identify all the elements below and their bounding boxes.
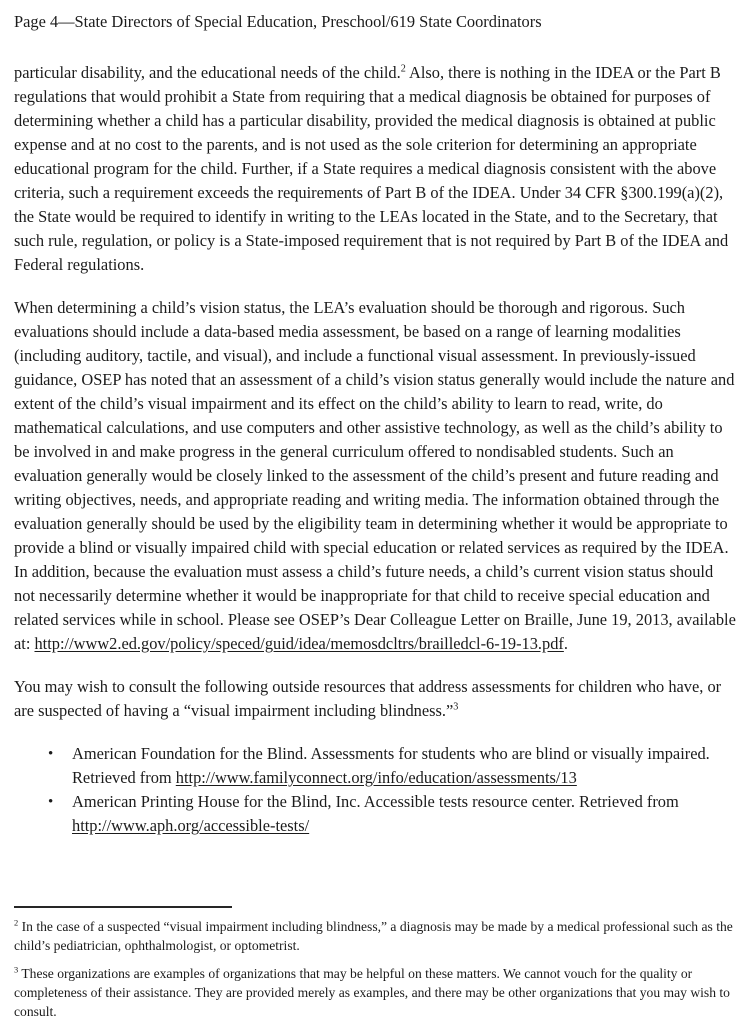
hyperlink[interactable]: http://www.familyconnect.org/info/education/assessments/13 bbox=[175, 768, 577, 787]
paragraph-medical-diagnosis bbox=[14, 61, 736, 277]
footnote-2 bbox=[14, 917, 736, 955]
list-item-text bbox=[72, 742, 736, 790]
text-run: When determining a child’s vision status, the LEA’s evaluation should be thorough and rigorous. Such evaluations should include a data-based media assessment, be based on a range of learning modalities (including auditory, tactile, and visual), and include a functional visual assessment. In previously-issued guidance, OSEP has noted that an assessment of a child’s vision status generally would include the nature and extent of the child’s visual impairment and its effect on the child’s ability to learn to read, write, do mathematical calculations, and use computers and other assistive technology, as well as the child’s ability to be involved in and make progress in the general curriculum offered to nondisabled students. Such an evaluation generally would be closely linked to the assessment of the child’s present and future reading and writing objectives, needs, and appropriate reading and writing media. The information obtained through the evaluation generally should be used by the eligibility team in determining whether it would be appropriate to provide a blind or visually impaired child with special education or related services as required by the IDEA. In addition, because the evaluation must assess a child’s future needs, a child’s current vision status should not necessarily determine whether it would be inappropriate for that child to receive special education and related services while in school. Please see OSEP’s Dear Colleague Letter on Braille, June 19, 2013, available at: bbox=[14, 298, 736, 653]
footnote-marker: 2 bbox=[400, 63, 406, 75]
document-body bbox=[14, 61, 736, 838]
text-run: You may wish to consult the following outside resources that address assessments for children who have, or are suspected of having a “visual impairment including blindness.” bbox=[14, 677, 722, 720]
page-header: Page 4—State Directors of Special Education, Preschool/619 State Coordinators bbox=[14, 12, 542, 31]
footnote-separator bbox=[14, 906, 232, 908]
text-run: American Foundation for the Blind. Assessments for students who are blind or visually impaired. Retrieved from bbox=[72, 744, 710, 787]
list-item-afb bbox=[48, 742, 736, 790]
hyperlink[interactable]: http://www2.ed.gov/policy/speced/guid/idea/memosdcltrs/brailledcl-6-19-13.pdf bbox=[34, 634, 564, 653]
paragraph-outside-resources-intro bbox=[14, 675, 736, 723]
list-item-text bbox=[72, 790, 736, 838]
footnote-3 bbox=[14, 964, 736, 1021]
list-item-aph bbox=[48, 790, 736, 838]
bullet-icon: • bbox=[48, 794, 54, 810]
text-run: Also, there is nothing in the IDEA or the Part B regulations that would prohibit a State from requiring that a medical diagnosis be obtained for purposes of determining whether a child has a particular disability, provided the medical diagnosis is obtained at public expense and at no cost to the parents, and is not used as the sole criterion for determining an appropriate educational program for the child. Further, if a State requires a medical diagnosis consistent with the above criteria, such a requirement exceeds the requirements of Part B of the IDEA. Under 34 CFR §300.199(a)(2), the State would be required to identify in writing to the LEAs located in the State, and to the Secretary, that such rule, regulation, or policy is a State-imposed requirement that is not required by Part B of the IDEA and Federal regulations. bbox=[14, 63, 729, 274]
footnote-marker: 2 bbox=[14, 917, 19, 928]
paragraph-vision-status-evaluation bbox=[14, 296, 736, 656]
resource-list bbox=[14, 742, 736, 838]
text-run: American Printing House for the Blind, Inc. Accessible tests resource center. Retrieved from bbox=[72, 792, 679, 811]
hyperlink[interactable]: http://www.aph.org/accessible-tests/ bbox=[72, 816, 310, 835]
text-run: In the case of a suspected “visual impairment including blindness,” a diagnosis may be made by a medical professional such as the child’s pediatrician, ophthalmologist, or optometrist. bbox=[14, 919, 733, 953]
text-run: These organizations are examples of organizations that may be helpful on these matters. We cannot vouch for the quality or completeness of their assistance. They are provided merely as examples, and there may be other organizations that you may wish to consult. bbox=[14, 966, 730, 1019]
text-run: particular disability, and the educational needs of the child. bbox=[14, 63, 401, 82]
bullet-icon: • bbox=[48, 746, 54, 762]
footnote-marker: 3 bbox=[14, 964, 19, 975]
footnotes-section bbox=[14, 906, 736, 1024]
text-run: . bbox=[563, 634, 568, 653]
footnote-marker: 3 bbox=[453, 701, 459, 713]
